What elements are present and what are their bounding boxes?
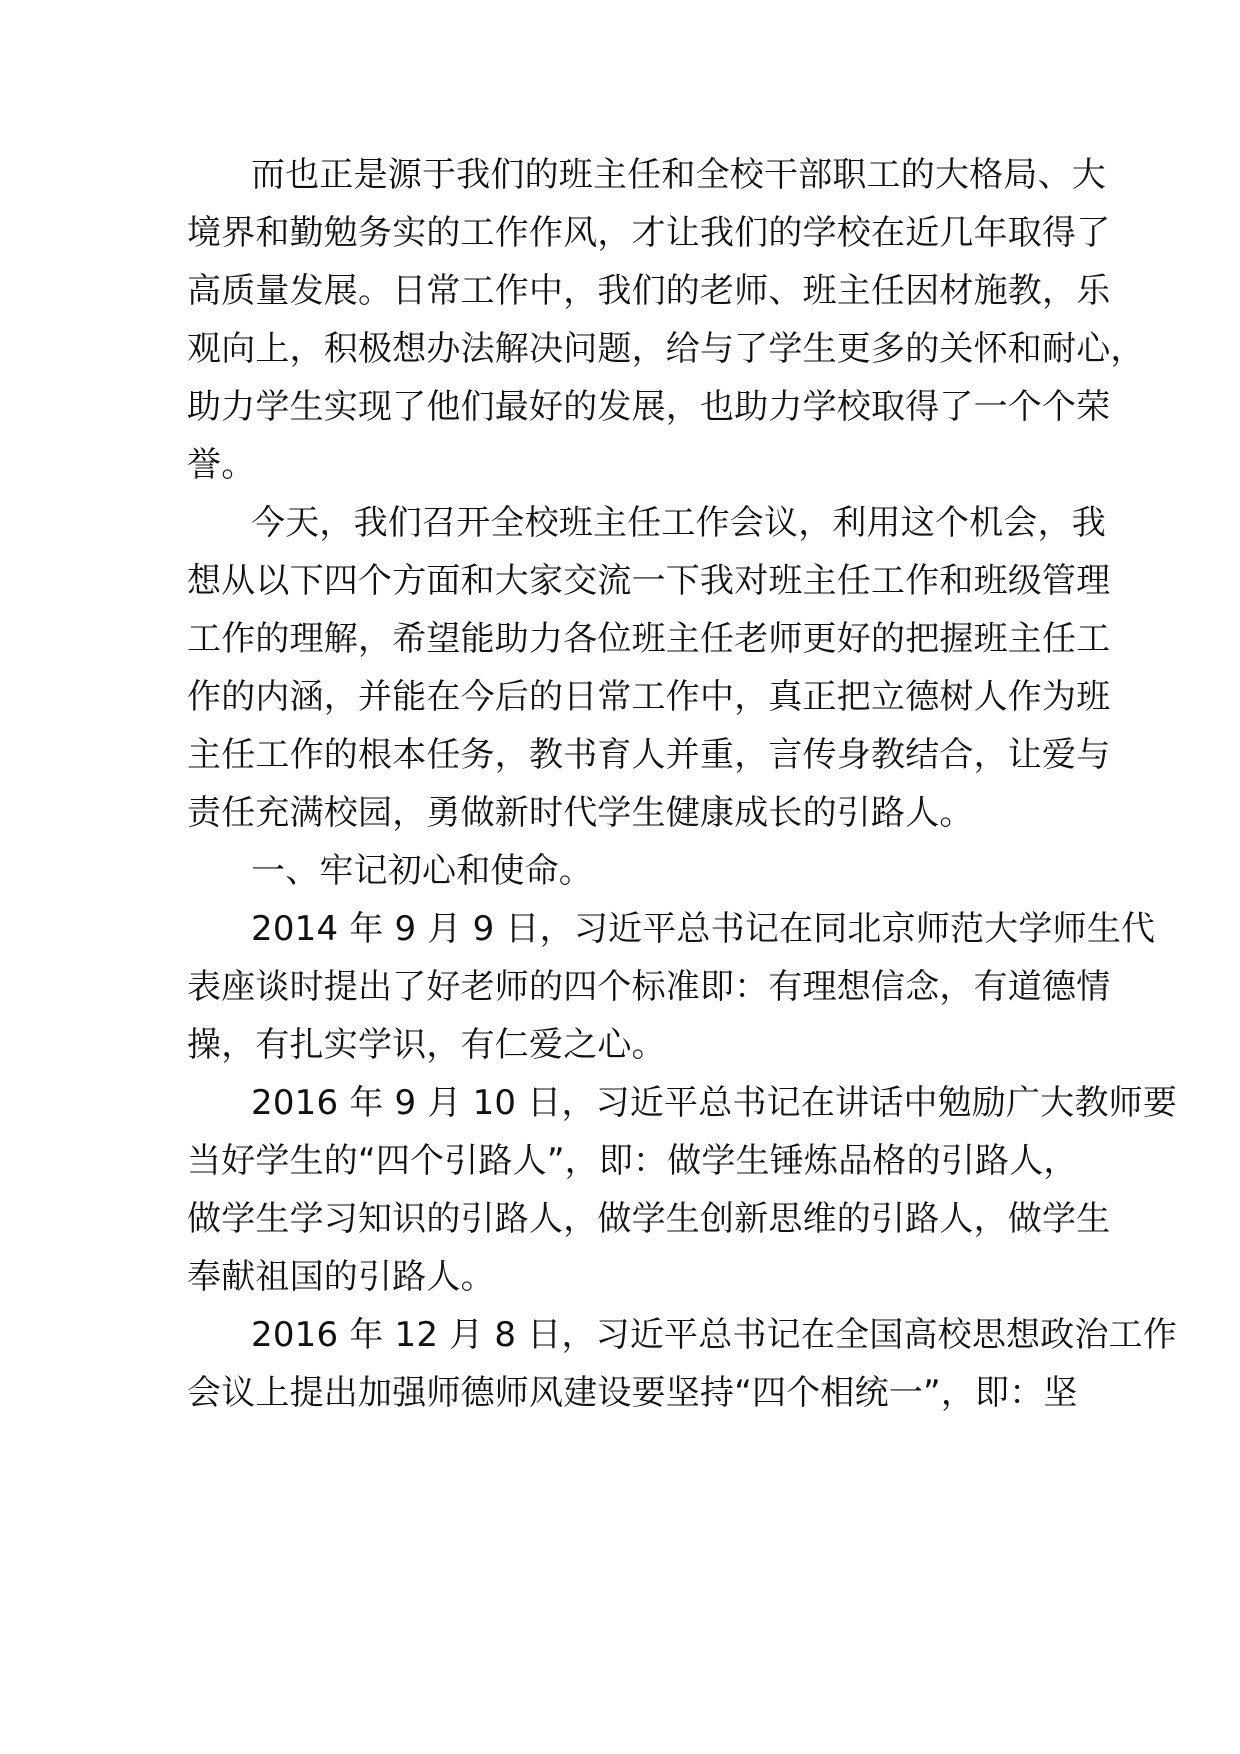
paragraph-3-line-3: 操，有扎实学识，有仁爱之心。 (187, 1025, 666, 1065)
paragraph-3-line-1: 2014 年 9 月 9 日，习近平总书记在同北京师范大学师生代 (251, 909, 1156, 949)
paragraph-1-line-1: 而也正是源于我们的班主任和全校干部职工的大格局、大 (251, 155, 1106, 195)
paragraph-4-line-3: 做学生学习知识的引路人，做学生创新思维的引路人，做学生 (187, 1199, 1111, 1239)
section-heading: 一、牢记初心和使命。 (251, 851, 593, 891)
paragraph-3-line-2: 表座谈时提出了好老师的四个标准即：有理想信念，有道德情 (187, 967, 1111, 1007)
paragraph-2-line-2: 想从以下四个方面和大家交流一下我对班主任工作和班级管理 (187, 561, 1111, 601)
paragraph-1-line-5: 助力学生实现了他们最好的发展，也助力学校取得了一个个荣 (187, 387, 1111, 427)
paragraph-5-line-2: 会议上提出加强师德师风建设要坚持“四个相统一”，即：坚 (187, 1373, 1078, 1413)
paragraph-4-line-2: 当好学生的“四个引路人”，即：做学生锤炼品格的引路人， (187, 1141, 1078, 1181)
paragraph-4-line-4: 奉献祖国的引路人。 (187, 1257, 495, 1297)
paragraph-1-line-3: 高质量发展。日常工作中，我们的老师、班主任因材施教，乐 (187, 271, 1111, 311)
paragraph-2-line-5: 主任工作的根本任务，教书育人并重，言传身教结合，让爱与 (187, 735, 1111, 775)
paragraph-5-line-1: 2016 年 12 月 8 日，习近平总书记在全国高校思想政治工作 (251, 1315, 1178, 1355)
paragraph-2-line-3: 工作的理解，希望能助力各位班主任老师更好的把握班主任工 (187, 619, 1111, 659)
paragraph-1-line-4: 观向上，积极想办法解决问题，给与了学生更多的关怀和耐心， (187, 329, 1145, 369)
paragraph-2-line-4: 作的内涵，并能在今后的日常工作中，真正把立德树人作为班 (187, 677, 1111, 717)
paragraph-4-line-1: 2016 年 9 月 10 日，习近平总书记在讲话中勉励广大教师要 (251, 1083, 1178, 1123)
paragraph-1-line-2: 境界和勤勉务实的工作作风，才让我们的学校在近几年取得了 (187, 213, 1111, 253)
paragraph-1-line-6: 誉。 (187, 445, 256, 485)
paragraph-2-line-6: 责任充满校园，勇做新时代学生健康成长的引路人。 (187, 793, 974, 833)
paragraph-2-line-1: 今天，我们召开全校班主任工作会议，利用这个机会，我 (251, 503, 1106, 543)
